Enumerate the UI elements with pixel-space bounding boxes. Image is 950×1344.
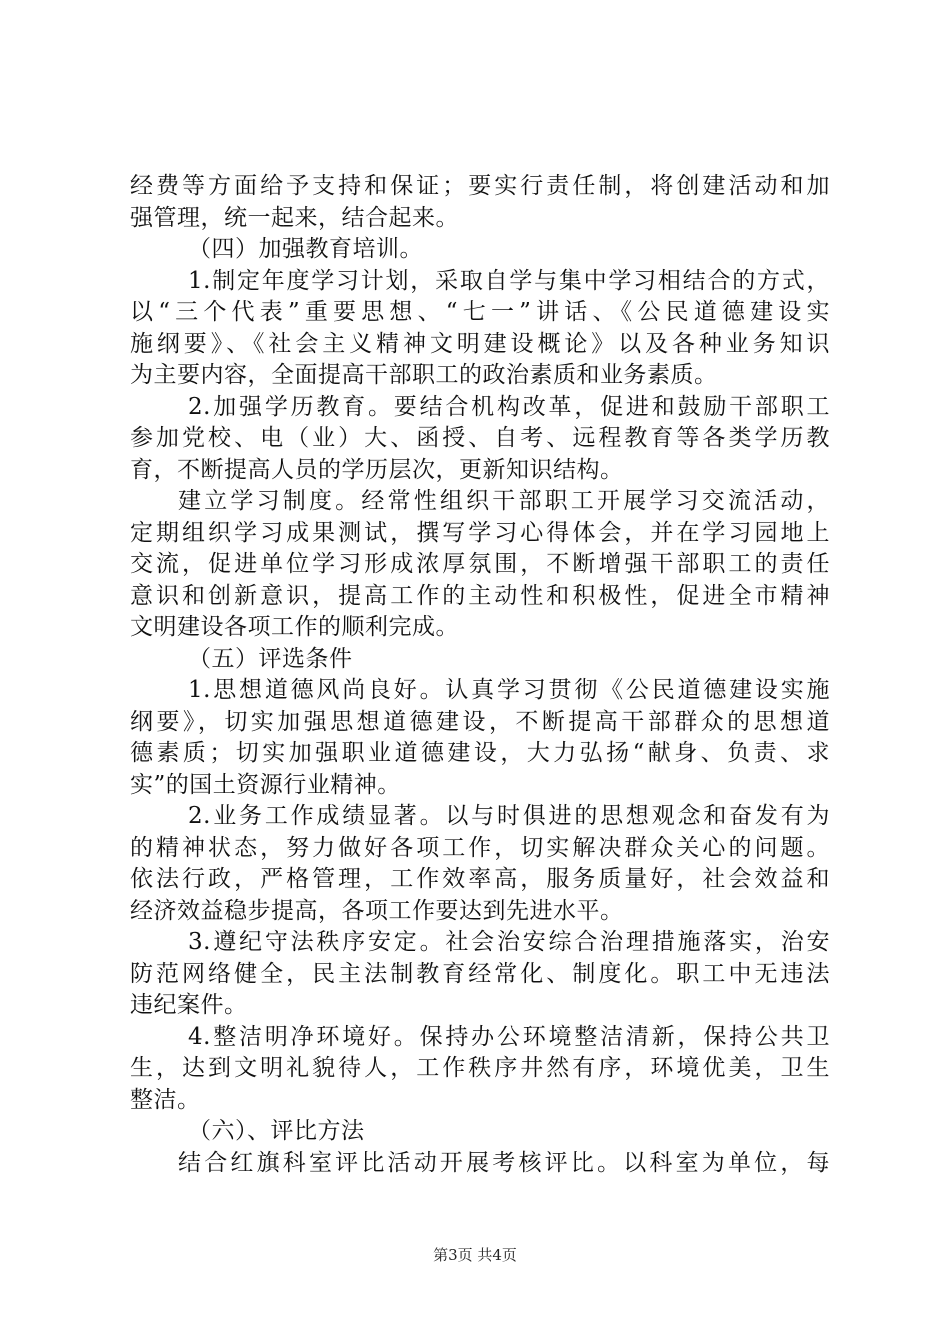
text-line: 经济效益稳步提高，各项工作要达到先进水平。 <box>130 897 624 924</box>
text-line: 育，不断提高人员的学历层次，更新知识结构。 <box>130 456 624 483</box>
text-line: 违纪案件。 <box>130 992 248 1018</box>
text-line: 1.制定年度学习计划，采取自学与集中学习相结合的方式， <box>188 267 830 294</box>
text-line: 的精神状态，努力做好各项工作，切实解决群众关心的问题。 <box>130 834 830 861</box>
text-line: 文明建设各项工作的顺利完成。 <box>130 614 459 640</box>
text-line: （四）加强教育培训。 <box>188 236 423 262</box>
text-line: 1.思想道德风尚良好。认真学习贯彻《公民道德建设实施 <box>188 677 830 703</box>
text-line: 施纲要》、《社会主义精神文明建设概论》以及各种业务知识 <box>130 330 830 357</box>
text-line: 4.整洁明净环境好。保持办公环境整洁清新，保持公共卫 <box>188 1023 830 1050</box>
text-line: 整洁。 <box>130 1086 201 1113</box>
text-line: 3.遵纪守法秩序安定。社会治安综合治理措施落实，治安 <box>188 929 830 955</box>
text-line: 结合红旗科室评比活动开展考核评比。以科室为单位，每 <box>178 1149 830 1176</box>
text-line: 依法行政，严格管理，工作效率高，服务质量好，社会效益和 <box>130 866 830 892</box>
text-line: 为主要内容，全面提高干部职工的政治素质和业务素质。 <box>130 362 718 388</box>
text-line: （五）评选条件 <box>188 645 353 672</box>
text-line: 2.业务工作成绩显著。以与时俱进的思想观念和奋发有为 <box>188 803 830 829</box>
text-line: 经费等方面给予支持和保证；要实行责任制，将创建活动和加 <box>130 173 830 199</box>
text-line: 意识和创新意识，提高工作的主动性和积极性，促进全市精神 <box>130 582 830 609</box>
text-line: 生，达到文明礼貌待人，工作秩序井然有序，环境优美，卫生 <box>130 1055 830 1081</box>
text-line: 纲要》，切实加强思想道德建设，不断提高干部群众的思想道 <box>130 708 830 735</box>
text-line: （六）、评比方法 <box>188 1118 365 1144</box>
text-line: 实”的国土资源行业精神。 <box>130 771 401 798</box>
text-line: 德素质；切实加强职业道德建设，大力弘扬“献身、负责、求 <box>130 740 830 766</box>
page-footer: 第3页 共4页 <box>433 1246 517 1264</box>
text-line: 交流，促进单位学习形成浓厚氛围，不断增强干部职工的责任 <box>130 551 830 577</box>
text-line: 强管理，统一起来，结合起来。 <box>130 204 459 231</box>
text-line: 参加党校、电（业）大、函授、自考、远程教育等各类学历教 <box>130 425 830 451</box>
text-line: 定期组织学习成果测试，撰写学习心得体会，并在学习园地上 <box>130 519 830 546</box>
text-line: 防范网络健全，民主法制教育经常化、制度化。职工中无违法 <box>130 960 830 987</box>
text-line: 建立学习制度。经常性组织干部职工开展学习交流活动， <box>178 488 830 514</box>
text-line: 2.加强学历教育。要结合机构改革，促进和鼓励干部职工 <box>188 393 830 420</box>
document-body <box>130 171 830 1179</box>
text-line: 以“三个代表”重要思想、“七一”讲话、《公民道德建设实 <box>130 299 830 325</box>
